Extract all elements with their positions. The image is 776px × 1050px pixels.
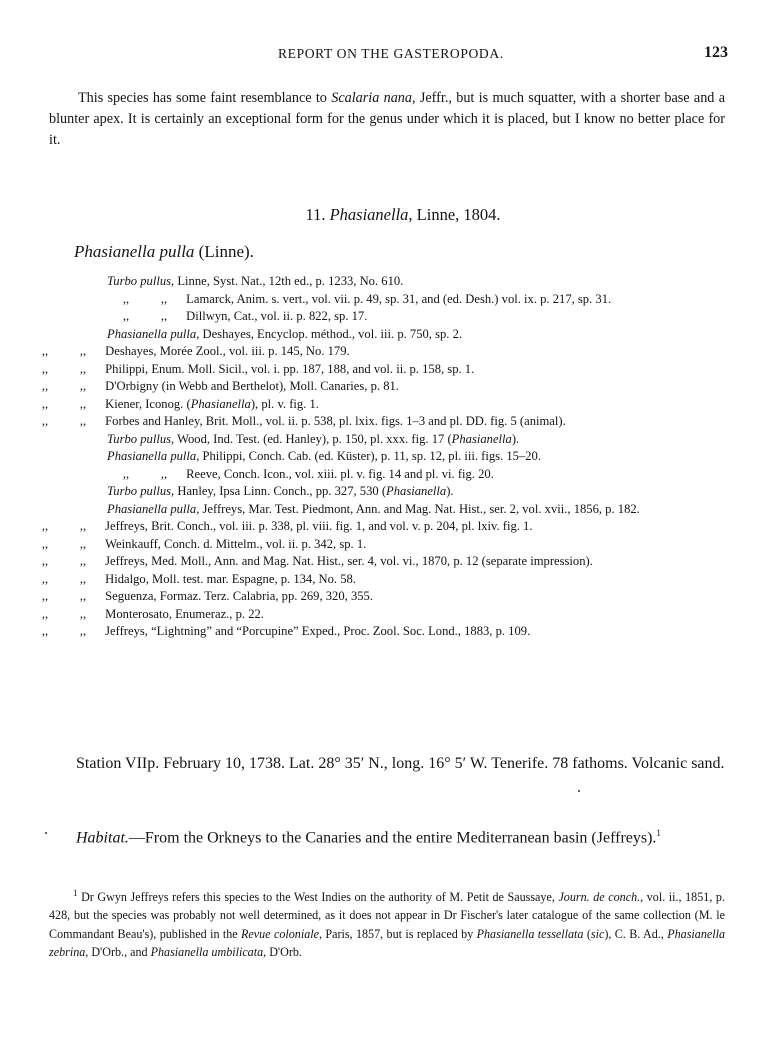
page-number: 123	[704, 44, 728, 61]
ditto-mark: ,,	[41, 589, 49, 603]
synonymy-entry: ,, ,, Lamarck, Anim. s. vert., vol. vii. p. 49, sp. 31, and (ed. Desh.) vol. ix. p. 217, sp. 31.	[107, 291, 727, 309]
ditto-mark: ,,	[41, 519, 49, 533]
ditto-mark: ,,	[79, 361, 87, 376]
ditto-mark: ,,	[41, 414, 49, 428]
ditto-mark: ,,	[79, 554, 87, 568]
ditto-mark: ,,	[79, 379, 87, 393]
ditto-mark: ,,	[41, 396, 49, 411]
ditto-mark: ,,	[79, 536, 87, 551]
ditto-mark: ,,	[160, 309, 168, 323]
synonymy-entry: ,, ,, Jeffreys, Brit. Conch., vol. iii. p. 338, pl. viii. fig. 1, and vol. v. p. 204, pl. lxiv. fig. 1.	[107, 518, 727, 536]
genus-name: Phasianella	[329, 205, 409, 224]
intro-paragraph: This species has some faint resemblance to Scalaria nana, Jeffr., but is much squatter, with a shorter base and a blunter apex. It is certainly an exceptional form for the genus under which it is placed, but I know no better place for it.	[49, 90, 726, 148]
synonymy-entry: ,, ,, Jeffreys, “Lightning” and “Porcupine” Exped., Proc. Zool. Soc. Lond., 1883, p. 109.	[107, 623, 727, 641]
synonymy-entry: ,, ,, Kiener, Iconog. (Phasianella), pl. v. fig. 1.	[107, 396, 727, 414]
print-speck	[45, 832, 47, 834]
synonymy-entry: Phasianella pulla, Jeffreys, Mar. Test. Piedmont, Ann. and Mag. Nat. Hist., ser. 2, vol. xvii., 1856, p. 182.	[107, 501, 640, 516]
ditto-mark: ,,	[41, 571, 49, 586]
ditto-mark: ,,	[41, 361, 49, 376]
habitat-label: Habitat.	[76, 829, 129, 847]
ditto-mark: ,,	[79, 606, 87, 621]
station-record: Station VIIp. February 10, 1738. Lat. 28° 35′ N., long. 16° 5′ W. Tenerife. 78 fathoms. Volcanic sand.	[76, 755, 725, 772]
synonymy-entry: ,, ,, Reeve, Conch. Icon., vol. xiii. pl. v. fig. 14 and pl. vi. fig. 20.	[107, 466, 727, 484]
ditto-mark: ,,	[41, 344, 49, 358]
running-title: REPORT ON THE GASTEROPODA.	[278, 46, 504, 61]
ditto-mark: ,,	[79, 589, 87, 603]
synonymy-entry: ,, ,, Seguenza, Formaz. Terz. Calabria, pp. 269, 320, 355.	[107, 588, 727, 606]
synonymy-entry: ,, ,, Forbes and Hanley, Brit. Moll., vol. ii. p. 538, pl. lxix. figs. 1–3 and pl. DD. fig. 5 (animal).	[107, 413, 727, 431]
footnote-marker: 1	[73, 888, 78, 898]
ditto-mark: ,,	[41, 536, 49, 551]
ditto-mark: ,,	[79, 414, 87, 428]
ditto-mark: ,,	[79, 624, 87, 638]
ditto-mark: ,,	[79, 396, 87, 411]
ditto-mark: ,,	[79, 344, 87, 358]
running-head	[0, 46, 776, 66]
ditto-mark: ,,	[122, 291, 130, 306]
synonymy-entry: ,, ,, Dillwyn, Cat., vol. ii. p. 822, sp. 17.	[107, 308, 727, 326]
ditto-mark: ,,	[41, 379, 49, 393]
synonymy-list	[41, 273, 727, 641]
ditto-mark: ,,	[41, 624, 49, 638]
synonymy-entry: Turbo pullus, Linne, Syst. Nat., 12th ed., p. 1233, No. 610.	[107, 274, 404, 288]
synonymy-entry: Phasianella pulla, Philippi, Conch. Cab. (ed. Küster), p. 11, sp. 12, pl. iii. figs. 15–20.	[107, 449, 541, 463]
habitat-paragraph: Habitat.—From the Orkneys to the Canaries and the entire Mediterranean basin (Jeffreys).$^1$	[76, 828, 661, 847]
ditto-mark: ,,	[160, 291, 168, 306]
synonymy-entry: ,, ,, Monterosato, Enumeraz., p. 22.	[107, 606, 727, 624]
synonymy-entry: ,, ,, Hidalgo, Moll. test. mar. Espagne, p. 134, No. 58.	[107, 571, 727, 589]
synonymy-entry: Turbo pullus, Wood, Ind. Test. (ed. Hanley), p. 150, pl. xxx. fig. 17 (Phasianella).	[107, 431, 520, 446]
ditto-mark: ,,	[41, 554, 49, 568]
synonymy-entry: ,, ,, Jeffreys, Med. Moll., Ann. and Mag. Nat. Hist., ser. 4, vol. vi., 1870, p. 12 (separate impression).	[107, 553, 727, 571]
ditto-mark: ,,	[79, 571, 87, 586]
ditto-mark: ,,	[160, 466, 168, 481]
ditto-mark: ,,	[122, 466, 130, 481]
scalaria-nana-name: Scalaria nana	[331, 90, 412, 106]
synonymy-entry: Phasianella pulla, Deshayes, Encyclop. méthod., vol. iii. p. 750, sp. 2.	[107, 326, 463, 341]
footnote-ref: 1	[656, 828, 661, 838]
synonymy-entry: ,, ,, D'Orbigny (in Webb and Berthelot), Moll. Canaries, p. 81.	[107, 378, 727, 396]
synonymy-entry: ,, ,, Philippi, Enum. Moll. Sicil., vol. i. pp. 187, 188, and vol. ii. p. 158, sp. 1.	[107, 361, 727, 379]
ditto-mark: ,,	[79, 519, 87, 533]
synonymy-entry: ,, ,, Weinkauff, Conch. d. Mittelm., vol. ii. p. 342, sp. 1.	[107, 536, 727, 554]
ditto-mark: ,,	[122, 309, 130, 323]
print-speck	[578, 790, 580, 792]
footnote: $^1$ Dr Gwyn Jeffreys refers this species to the West Indies on the authority of M. Petit de Saussaye, Journ. de conch., vol. ii., 1851, p. 428, but the species was probably not well determined, as it does not appear in Dr Fischer's later catalogue of the same collection (M. le Commandant Beau's), published in the Revue coloniale, Paris, 1857, but is replaced by Phasianella tessellata (sic), C. B. Ad., Phasianella zebrina, D'Orb., and Phasianella umbilicata, D'Orb.	[49, 888, 725, 959]
species-name: Phasianella pulla (Linne).	[74, 242, 254, 261]
synonymy-entry: ,, ,, Deshayes, Morée Zool., vol. iii. p. 145, No. 179.	[107, 343, 727, 361]
species-heading: 11. Phasianella, Linne, 1804.	[305, 205, 501, 224]
ditto-mark: ,,	[41, 606, 49, 621]
synonymy-entry: Turbo pullus, Hanley, Ipsa Linn. Conch., pp. 327, 530 (Phasianella).	[107, 484, 454, 498]
